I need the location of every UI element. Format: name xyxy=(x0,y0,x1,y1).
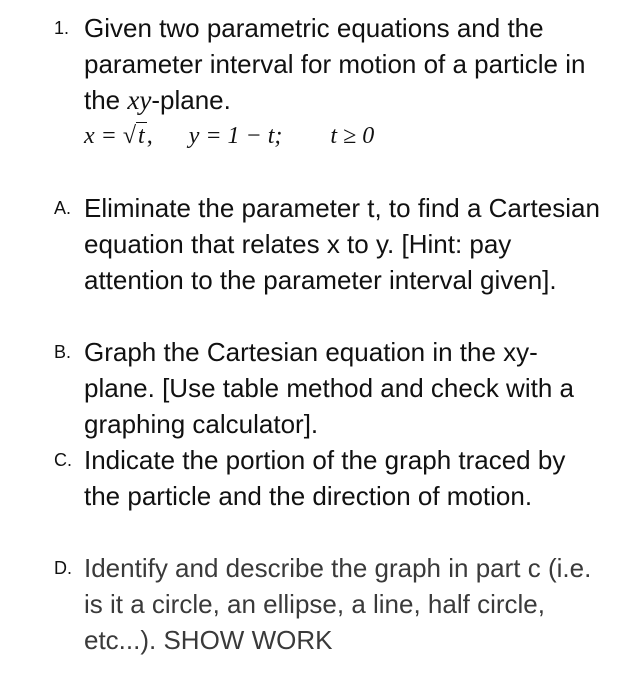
equation-y: y = 1 − t; xyxy=(188,123,283,149)
part-b-marker: B. xyxy=(54,342,72,362)
problem-text-before: Given two parametric equations and the parameter interval for motion of a particle in the xyxy=(84,13,586,115)
equation-t-interval: t ≥ 0 xyxy=(330,123,375,149)
part-c-text: Indicate the portion of the graph traced by the particle and the direction of motion. xyxy=(84,445,566,511)
problem-number: 1. xyxy=(54,18,70,38)
part-d-marker: D. xyxy=(54,558,72,578)
problem-text-after: -plane. xyxy=(151,85,231,115)
part-d-text: Identify and describe the graph in part c (i.e. is it a circle, an ellipse, a line, half circle, etc...). SHOW WORK xyxy=(84,553,592,655)
problem-1 xyxy=(54,10,604,154)
parametric-equations xyxy=(84,118,604,154)
part-a xyxy=(54,190,604,298)
part-b xyxy=(54,334,604,442)
part-d xyxy=(54,550,604,658)
part-a-marker: A. xyxy=(54,198,72,218)
part-b-text: Graph the Cartesian equation in the xy-plane. [Use table method and check with a graphing calculator]. xyxy=(84,337,574,439)
square-root xyxy=(123,118,147,154)
equation-x-lhs: x = xyxy=(84,123,123,149)
equation-x-end: , xyxy=(146,123,153,149)
plane-variable: xy xyxy=(127,85,152,115)
part-a-text: Eliminate the parameter t, to find a Cartesian equation that relates x to y. [Hint: pay attention to the parameter interval given]. xyxy=(84,193,600,295)
part-c xyxy=(54,442,604,514)
radical-sign: √ xyxy=(122,123,137,149)
problem-statement xyxy=(84,10,604,118)
part-c-marker: C. xyxy=(54,450,72,470)
radicand: t xyxy=(138,123,145,149)
